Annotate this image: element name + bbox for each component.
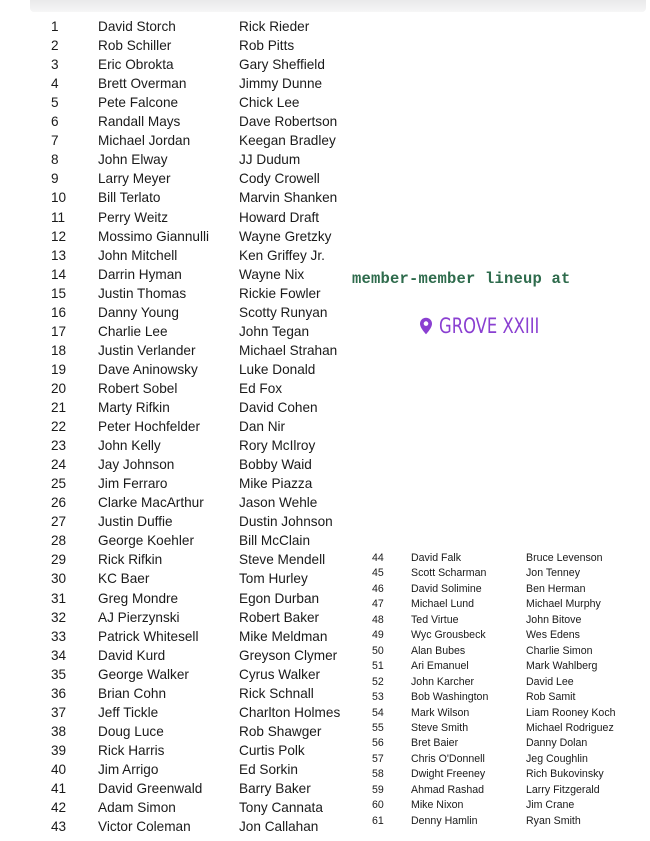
- member-2-name: David Cohen: [239, 400, 318, 415]
- member-2-name: Egon Durban: [239, 590, 320, 606]
- pairing-row: [0, 783, 650, 799]
- member-1-name: Brian Cohn: [98, 685, 167, 701]
- pairing-number: 6: [51, 114, 59, 130]
- member-1-name: Jim Ferraro: [98, 476, 168, 492]
- pairing-row: [0, 706, 650, 722]
- pairing-row: [0, 582, 650, 598]
- member-1-name: KC Baer: [98, 571, 150, 587]
- pairing-number: 18: [51, 342, 67, 358]
- member-2-name: Keegan Bradley: [239, 133, 336, 149]
- pairing-number: 56: [372, 737, 384, 750]
- member-1-name: John Kelly: [98, 438, 161, 454]
- pairing-number: 3: [51, 57, 59, 73]
- member-1-name: John Mitchell: [98, 247, 178, 263]
- pairing-row: [0, 227, 360, 246]
- member-2-name: Liam Rooney Koch: [526, 706, 616, 719]
- member-2-name: Michael Rodriguez: [526, 721, 614, 734]
- member-1-name: Denny Hamlin: [411, 814, 478, 827]
- member-1-name: David Falk: [411, 552, 462, 564]
- member-2-name: David Lee: [526, 675, 574, 688]
- pairing-row: [0, 690, 650, 706]
- member-1-name: Eric Obrokta: [98, 57, 174, 73]
- pairing-number: 21: [51, 400, 67, 415]
- member-1-name: Dwight Freeney: [411, 768, 486, 781]
- member-2-name: Charlton Holmes: [239, 704, 341, 720]
- member-2-name: Rob Pitts: [239, 38, 295, 54]
- member-1-name: Jeff Tickle: [98, 704, 159, 720]
- member-1-name: Alan Bubes: [411, 644, 466, 657]
- pairing-row: [0, 675, 650, 691]
- pairing-number: 60: [372, 799, 384, 812]
- pairing-row: [0, 341, 360, 360]
- member-1-name: Rob Schiller: [98, 38, 172, 54]
- location-pin-icon: [419, 317, 433, 335]
- member-1-name: Bill Terlato: [98, 190, 161, 206]
- pairing-number: 22: [51, 419, 67, 435]
- pairing-row: [0, 74, 360, 93]
- member-2-name: Rich Bukovinsky: [526, 768, 604, 781]
- member-2-name: Barry Baker: [239, 781, 311, 796]
- member-2-name: Scotty Runyan: [239, 304, 328, 320]
- member-1-name: Charlie Lee: [98, 323, 168, 339]
- member-2-name: Ben Herman: [526, 582, 586, 595]
- member-2-name: Jon Callahan: [239, 819, 319, 835]
- member-2-name: Michael Murphy: [526, 598, 601, 611]
- pairing-row: [0, 644, 650, 660]
- pairing-row: [0, 246, 360, 265]
- member-2-name: Bruce Levenson: [526, 552, 603, 564]
- pairing-number: 54: [372, 706, 384, 719]
- member-2-name: Rob Shawger: [239, 723, 322, 739]
- member-2-name: Cody Crowell: [239, 171, 320, 187]
- pairing-number: 41: [51, 781, 67, 796]
- member-2-name: Rickie Fowler: [239, 285, 321, 301]
- member-1-name: Ted Virtue: [411, 613, 459, 626]
- pairing-number: 32: [51, 609, 67, 625]
- pairing-row: [0, 112, 360, 131]
- member-2-name: Rick Schnall: [239, 685, 314, 701]
- pairing-row: [0, 17, 360, 36]
- pairing-number: 30: [51, 571, 67, 587]
- member-2-name: Dan Nir: [239, 419, 286, 435]
- member-1-name: Ari Emanuel: [411, 660, 469, 673]
- pairing-number: 34: [51, 647, 67, 663]
- member-1-name: Clarke MacArthur: [98, 495, 204, 511]
- location-tag[interactable]: [419, 313, 568, 339]
- pairing-row: [0, 303, 360, 322]
- member-2-name: Rory McIlroy: [239, 438, 316, 454]
- member-2-name: Ryan Smith: [526, 814, 581, 827]
- pairing-row: [0, 360, 360, 379]
- pairing-number: 11: [51, 209, 66, 225]
- pairing-row: [0, 721, 650, 737]
- pairing-number: 31: [51, 590, 67, 606]
- pairing-number: 15: [51, 285, 67, 301]
- pairing-row: [0, 436, 360, 455]
- pairing-number: 14: [51, 266, 67, 282]
- member-2-name: Charlie Simon: [526, 644, 593, 657]
- pairing-row: [0, 417, 360, 436]
- pairing-row: [0, 398, 360, 417]
- pairing-number: 55: [372, 721, 384, 734]
- member-2-name: Bobby Waid: [239, 457, 312, 473]
- member-1-name: Doug Luce: [98, 723, 164, 739]
- pairing-number: 8: [51, 152, 59, 168]
- member-2-name: Jon Tenney: [526, 567, 580, 580]
- member-1-name: George Koehler: [98, 533, 194, 549]
- pairing-number: 33: [51, 628, 67, 644]
- pairing-row: [0, 474, 360, 493]
- member-1-name: Greg Mondre: [98, 590, 179, 606]
- pairing-row: [0, 150, 360, 169]
- pairing-row: [0, 455, 360, 474]
- member-1-name: Adam Simon: [98, 800, 176, 816]
- pairing-number: 35: [51, 666, 67, 682]
- pairing-number: 49: [372, 629, 384, 642]
- pairing-row: [0, 736, 650, 752]
- pairing-number: 40: [51, 761, 67, 777]
- member-2-name: Bill McClain: [239, 533, 311, 549]
- member-2-name: JJ Dudum: [239, 152, 301, 168]
- pairing-row: [0, 798, 650, 814]
- pairing-number: 47: [372, 598, 384, 611]
- location-label: GROVE XXIII: [439, 314, 540, 338]
- pairing-number: 53: [372, 691, 384, 704]
- member-1-name: John Elway: [98, 152, 168, 168]
- member-1-name: George Walker: [98, 666, 189, 682]
- member-1-name: Larry Meyer: [98, 171, 171, 187]
- pairing-number: 52: [372, 675, 384, 688]
- member-2-name: Jeg Coughlin: [526, 752, 588, 765]
- member-2-name: Ken Griffey Jr.: [239, 247, 325, 263]
- pairing-row: [0, 566, 650, 582]
- member-2-name: John Tegan: [239, 323, 310, 339]
- member-2-name: John Bitove: [526, 613, 582, 626]
- pairing-row: [0, 208, 360, 227]
- pairing-row: [0, 659, 650, 675]
- pairing-number: 23: [51, 438, 67, 454]
- pairing-number: 43: [51, 819, 67, 835]
- member-2-name: Larry Fitzgerald: [526, 783, 600, 796]
- pairing-number: 4: [51, 76, 59, 92]
- pairing-row: [0, 131, 360, 150]
- pairing-row: [0, 814, 650, 830]
- member-1-name: David Solimine: [411, 582, 482, 595]
- pairing-row: [0, 322, 360, 341]
- pairing-number: 50: [372, 644, 384, 657]
- pairing-row: [0, 531, 360, 550]
- pairing-row: [0, 752, 650, 768]
- member-1-name: Wyc Grousbeck: [411, 629, 486, 642]
- pairing-number: 5: [51, 95, 59, 111]
- pairing-number: 45: [372, 567, 384, 580]
- member-1-name: Jay Johnson: [98, 457, 175, 473]
- member-2-name: Jimmy Dunne: [239, 76, 323, 92]
- pairing-row: [0, 36, 360, 55]
- member-1-name: Rick Harris: [98, 742, 165, 758]
- caption-text: member-member lineup at: [352, 270, 571, 288]
- member-2-name: Chick Lee: [239, 95, 300, 111]
- member-2-name: Danny Dolan: [526, 737, 588, 750]
- member-1-name: Mike Nixon: [411, 799, 464, 812]
- pairing-row: [0, 597, 650, 613]
- member-1-name: Patrick Whitesell: [98, 628, 199, 644]
- member-1-name: Michael Lund: [411, 598, 475, 611]
- member-2-name: Howard Draft: [239, 209, 320, 225]
- member-1-name: Rick Rifkin: [98, 552, 163, 568]
- member-1-name: Justin Verlander: [98, 342, 196, 358]
- member-2-name: Rick Rieder: [239, 19, 310, 34]
- pairing-number: 26: [51, 495, 67, 511]
- pairing-row: [0, 169, 360, 188]
- pairing-number: 12: [51, 228, 67, 244]
- member-1-name: Robert Sobel: [98, 380, 178, 396]
- member-1-name: Perry Weitz: [98, 209, 168, 225]
- pairing-number: 19: [51, 361, 67, 377]
- pairing-row: [0, 284, 360, 303]
- member-1-name: David Storch: [98, 19, 176, 34]
- pairing-row: [0, 493, 360, 512]
- member-2-name: Gary Sheffield: [239, 57, 325, 73]
- member-1-name: Victor Coleman: [98, 819, 191, 835]
- pairing-number: 51: [372, 660, 384, 673]
- pairing-number: 59: [372, 783, 384, 796]
- member-2-name: Steve Mendell: [239, 552, 326, 568]
- member-2-name: Jim Crane: [526, 799, 575, 812]
- pairing-row: [0, 613, 650, 629]
- member-1-name: Jim Arrigo: [98, 761, 159, 777]
- member-1-name: Mossimo Giannulli: [98, 228, 210, 244]
- member-1-name: Ahmad Rashad: [411, 783, 485, 796]
- member-1-name: Bret Baier: [411, 737, 459, 750]
- pairing-row: [0, 628, 650, 644]
- member-2-name: Cyrus Walker: [239, 666, 321, 682]
- member-2-name: Dave Robertson: [239, 114, 338, 130]
- pairing-number: 10: [51, 190, 67, 206]
- member-1-name: Scott Scharman: [411, 567, 487, 580]
- member-1-name: Darrin Hyman: [98, 266, 182, 282]
- pairing-number: 20: [51, 380, 67, 396]
- member-1-name: Dave Aninowsky: [98, 361, 198, 377]
- member-1-name: Pete Falcone: [98, 95, 179, 111]
- pairing-row: [0, 512, 360, 531]
- member-2-name: Mike Meldman: [239, 628, 328, 644]
- pairing-number: 61: [372, 814, 384, 827]
- member-2-name: Ed Fox: [239, 380, 283, 396]
- member-1-name: John Karcher: [411, 675, 475, 688]
- top-bar: [30, 0, 646, 12]
- member-1-name: Justin Duffie: [98, 514, 173, 530]
- pairing-number: 38: [51, 723, 67, 739]
- member-1-name: Peter Hochfelder: [98, 419, 201, 435]
- member-2-name: Michael Strahan: [239, 342, 338, 358]
- pairing-number: 42: [51, 800, 67, 816]
- pairing-row: [0, 265, 360, 284]
- pairing-number: 7: [51, 133, 59, 149]
- member-2-name: Curtis Polk: [239, 742, 305, 758]
- member-1-name: Brett Overman: [98, 76, 187, 92]
- pairing-number: 28: [51, 533, 67, 549]
- member-2-name: Wayne Gretzky: [239, 228, 332, 244]
- member-2-name: Luke Donald: [239, 361, 316, 377]
- member-2-name: Robert Baker: [239, 609, 320, 625]
- pairing-number: 17: [51, 323, 67, 339]
- pairing-number: 29: [51, 552, 67, 568]
- pairing-number: 48: [372, 613, 384, 626]
- member-1-name: Steve Smith: [411, 721, 469, 734]
- pairing-number: 16: [51, 304, 67, 320]
- member-1-name: David Greenwald: [98, 781, 203, 796]
- member-2-name: Wes Edens: [526, 629, 580, 642]
- member-1-name: Mark Wilson: [411, 706, 470, 719]
- pairing-row: [0, 767, 650, 783]
- pairing-row: [0, 188, 360, 207]
- pairing-number: 36: [51, 685, 67, 701]
- pairing-number: 46: [372, 582, 384, 595]
- member-2-name: Tony Cannata: [239, 800, 323, 816]
- member-2-name: Marvin Shanken: [239, 190, 338, 206]
- member-1-name: David Kurd: [98, 647, 166, 663]
- pairing-number: 1: [51, 19, 59, 34]
- member-1-name: Randall Mays: [98, 114, 181, 130]
- member-2-name: Wayne Nix: [239, 266, 305, 282]
- member-2-name: Mike Piazza: [239, 476, 313, 492]
- member-2-name: Ed Sorkin: [239, 761, 298, 777]
- pairing-number: 13: [51, 247, 67, 263]
- member-2-name: Rob Samit: [526, 691, 576, 704]
- pairing-number: 44: [372, 552, 384, 564]
- member-1-name: Marty Rifkin: [98, 400, 170, 415]
- pairing-number: 57: [372, 752, 384, 765]
- member-1-name: AJ Pierzynski: [98, 609, 180, 625]
- pairing-number: 9: [51, 171, 59, 187]
- member-2-name: Tom Hurley: [239, 571, 308, 587]
- pairing-number: 27: [51, 514, 67, 530]
- member-1-name: Bob Washington: [411, 691, 489, 704]
- member-1-name: Danny Young: [98, 304, 179, 320]
- member-2-name: Mark Wahlberg: [526, 660, 598, 673]
- pairing-row: [0, 379, 360, 398]
- pairing-row: [0, 93, 360, 112]
- member-1-name: Justin Thomas: [98, 285, 187, 301]
- pairing-number: 25: [51, 476, 67, 492]
- pairing-number: 2: [51, 38, 59, 54]
- pairing-number: 37: [51, 704, 67, 720]
- member-2-name: Dustin Johnson: [239, 514, 333, 530]
- pairing-row: [0, 55, 360, 74]
- member-2-name: Jason Wehle: [239, 495, 318, 511]
- pairing-row: [0, 551, 650, 567]
- member-2-name: Greyson Clymer: [239, 647, 338, 663]
- pairing-number: 58: [372, 768, 384, 781]
- member-1-name: Chris O'Donnell: [411, 752, 485, 765]
- member-1-name: Michael Jordan: [98, 133, 191, 149]
- pairing-number: 24: [51, 457, 67, 473]
- pairing-number: 39: [51, 742, 67, 758]
